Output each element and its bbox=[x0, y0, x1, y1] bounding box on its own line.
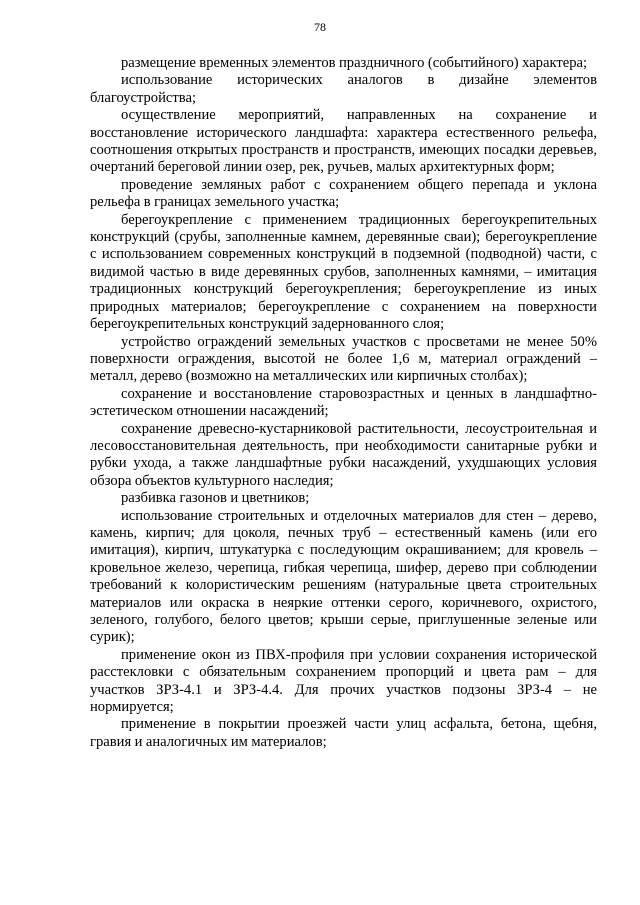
paragraph-building-materials: использование строительных и отделочных материалов для стен – дерево, камень, кирпич; для цоколя, печных труб – естественный камень (или его имитация), кирпич, штукатурка с последующим окрашиванием; для кровель – кровельное железо, черепица, гибкая черепица, шифер, дерево при соблюдении требований к колористическим решениям (натуральные цвета строительных материалов или окраска в неяркие оттенки серого, коричневого, охристого, зеленого, голубого, белого цветов; крыши серые, приглушенные зеленые или сурик); bbox=[90, 507, 597, 646]
paragraph-earthworks: проведение земляных работ с сохранением общего перепада и уклона рельефа в границах земельного участка; bbox=[90, 176, 597, 211]
paragraph-road-surfacing: применение в покрытии проезжей части улиц асфальта, бетона, щебня, гравия и аналогичных им материалов; bbox=[90, 716, 597, 750]
paragraph-fencing: устройство ограждений земельных участков с просветами не менее 50% поверхности ограждения, высотой не более 1,6 м, материал ограждений – металл, дерево (возможно на металлических или кирпичных столбах); bbox=[90, 333, 597, 385]
paragraph-temporary-elements: размещение временных элементов праздничного (событийного) характера; bbox=[121, 55, 588, 71]
document-body bbox=[90, 55, 597, 751]
page-number: 78 bbox=[314, 20, 326, 34]
paragraph-old-plantings: сохранение и восстановление старовозрастных и ценных в ландшафтно-эстетическом отношении насаждений; bbox=[90, 385, 597, 420]
paragraph-vegetation: сохранение древесно-кустарниковой растительности, лесоустроительная и лесовосстановительная деятельность, при необходимости санитарные рубки и рубки ухода, а также ландшафтные рубки насаждений, ухудшающих условия обзора объектов культурного наследия; bbox=[90, 420, 597, 489]
paragraph-lawns: разбивка газонов и цветников; bbox=[121, 490, 310, 507]
paragraph-pvc-windows: применение окон из ПВХ-профиля при условии сохранения исторической расстекловки с обязательным сохранением пропорций и цвета рам – для участков ЗРЗ-4.1 и ЗРЗ-4.4. Для прочих участков подзоны ЗРЗ-4 – не нормируется; bbox=[90, 646, 597, 716]
paragraph-landscape-restoration: осуществление мероприятий, направленных на сохранение и восстановление исторического ландшафта: характера естественного рельефа, соотношения открытых пространств и пространств, имеющих посадки деревьев, очертаний береговой линии озер, рек, ручьев, малых архитектурных форм; bbox=[90, 107, 597, 176]
paragraph-bank-protection: берегоукрепление с применением традиционных берегоукрепительных конструкций (срубы, заполненные камнем, деревянные сваи); берегоукрепление с использованием современных конструкций в подземной (подводной) части, с видимой частью в виде деревянных срубов, заполненных камнями, – имитация традиционных конструкций берегоукрепления; берегоукрепление из иных природных материалов; берегоукрепление с сохранением на поверхности берегоукрепительных конструкций задернованного слоя; bbox=[90, 211, 597, 333]
paragraph-historical-analogs: использование исторических аналогов в дизайне элементов благоустройства; bbox=[90, 72, 597, 106]
